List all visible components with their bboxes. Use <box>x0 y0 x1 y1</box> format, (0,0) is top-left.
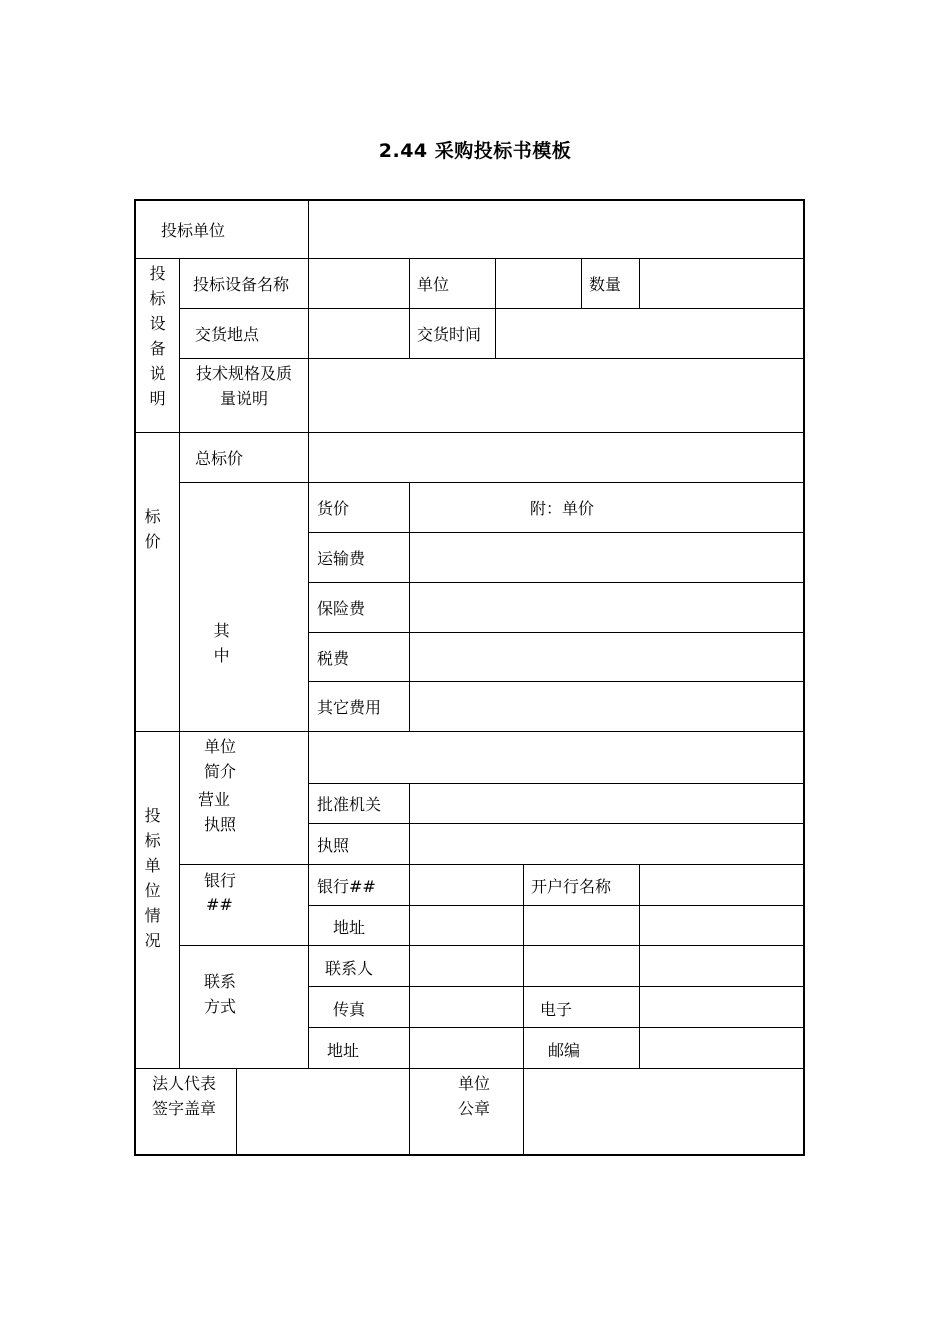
bank-address-label: 地址 <box>333 918 366 937</box>
equipment-name-field[interactable] <box>310 260 408 307</box>
bank-name-field[interactable] <box>641 866 804 904</box>
bidder-unit-field[interactable] <box>310 203 804 257</box>
contact-person-field[interactable] <box>411 947 804 985</box>
unit-seal-label-line2: 公章 <box>458 1099 491 1118</box>
bank-address-field[interactable] <box>411 907 804 944</box>
column-divider <box>581 258 582 308</box>
postcode-label: 邮编 <box>548 1041 581 1060</box>
column-divider <box>523 1068 524 1156</box>
transport-fee-field[interactable] <box>411 534 804 581</box>
legal-rep-signature-field[interactable] <box>238 1070 408 1154</box>
bid-form-table <box>134 199 805 1156</box>
unit-intro-label-line1: 单位 <box>204 737 237 756</box>
column-divider <box>409 482 410 731</box>
column-divider <box>179 258 180 1068</box>
unit-field[interactable] <box>497 260 580 307</box>
delivery-time-label: 交货时间 <box>417 325 482 344</box>
equipment-name-label: 投标设备名称 <box>193 275 290 294</box>
contact-label-line1: 联系 <box>204 972 237 991</box>
tax-label: 税费 <box>317 649 350 668</box>
row-divider <box>179 864 805 865</box>
bidder-unit-label: 投标单位 <box>161 221 226 240</box>
contact-label-line2: 方式 <box>204 997 237 1016</box>
row-divider <box>136 731 805 732</box>
row-divider <box>179 308 805 309</box>
total-price-label: 总标价 <box>195 449 244 468</box>
transport-fee-label: 运输费 <box>317 549 366 568</box>
column-divider <box>308 201 309 258</box>
bank-account-label: 银行## <box>317 877 376 896</box>
row-divider <box>308 1027 805 1028</box>
equipment-section-label: 投标设备说明 <box>149 264 166 408</box>
unit-intro-label-line2: 简介 <box>204 762 237 781</box>
row-divider <box>136 432 805 433</box>
row-divider <box>308 823 805 824</box>
insurance-fee-label: 保险费 <box>317 599 366 618</box>
row-divider <box>308 905 805 906</box>
unit-seal-field[interactable] <box>525 1070 804 1154</box>
unit-seal-label-line1: 单位 <box>458 1074 491 1093</box>
delivery-time-field[interactable] <box>497 310 804 357</box>
electronic-field[interactable] <box>641 988 804 1026</box>
license-label: 执照 <box>317 836 350 855</box>
license-field[interactable] <box>411 825 804 863</box>
quantity-label: 数量 <box>589 275 622 294</box>
electronic-label: 电子 <box>540 1000 573 1019</box>
contact-person-label: 联系人 <box>325 959 374 978</box>
business-license-label-line1: 营业 <box>198 790 231 809</box>
contact-address-label: 地址 <box>327 1041 360 1060</box>
price-section-label: 标价 <box>144 507 161 551</box>
spec-quality-field[interactable] <box>310 360 804 431</box>
unit-label: 单位 <box>417 275 450 294</box>
delivery-place-label: 交货地点 <box>195 325 260 344</box>
business-license-label-line2: 执照 <box>204 815 237 834</box>
row-divider <box>308 582 805 583</box>
column-divider <box>308 258 309 1068</box>
row-divider <box>179 482 805 483</box>
approval-authority-label: 批准机关 <box>317 795 382 814</box>
bank-label-line1: 银行 <box>204 871 237 890</box>
row-divider <box>179 945 805 946</box>
row-divider <box>136 258 805 259</box>
fax-field[interactable] <box>411 988 522 1026</box>
row-divider <box>308 783 805 784</box>
fax-label: 传真 <box>333 1000 366 1019</box>
column-divider <box>409 783 410 1068</box>
row-divider <box>308 986 805 987</box>
other-fees-label: 其它费用 <box>317 698 382 717</box>
column-divider <box>639 258 640 308</box>
legal-rep-label-line1: 法人代表 <box>152 1074 217 1093</box>
delivery-place-field[interactable] <box>310 310 408 357</box>
bidder-info-section-label: 投标单位情况 <box>144 806 161 950</box>
quantity-field[interactable] <box>641 260 804 307</box>
legal-rep-label-line2: 签字盖章 <box>152 1099 217 1118</box>
spec-quality-label-line2: 量说明 <box>219 389 268 408</box>
postcode-field[interactable] <box>641 1029 804 1067</box>
goods-price-label: 货价 <box>317 499 350 518</box>
column-divider <box>495 258 496 358</box>
total-price-field[interactable] <box>310 434 804 481</box>
row-divider <box>179 358 805 359</box>
row-divider <box>308 681 805 682</box>
approval-authority-field[interactable] <box>411 785 804 822</box>
unit-intro-field[interactable] <box>310 733 804 782</box>
column-divider <box>236 1068 237 1156</box>
row-divider <box>308 632 805 633</box>
among-label: 其中 <box>213 621 230 665</box>
unit-price-note[interactable]: 附：单价 <box>530 499 595 518</box>
contact-address-field[interactable] <box>411 1029 522 1067</box>
page-title: 2.44 采购投标书模板 <box>378 140 572 162</box>
column-divider <box>409 258 410 358</box>
bank-name-label: 开户行名称 <box>531 877 612 896</box>
bank-account-field[interactable] <box>411 866 522 904</box>
bank-label-line2: ## <box>206 895 233 914</box>
spec-quality-label-line1: 技术规格及质 <box>195 364 292 383</box>
other-fees-field[interactable] <box>411 683 804 730</box>
column-divider <box>409 1068 410 1156</box>
insurance-fee-field[interactable] <box>411 584 804 631</box>
row-divider <box>308 532 805 533</box>
tax-field[interactable] <box>411 634 804 680</box>
